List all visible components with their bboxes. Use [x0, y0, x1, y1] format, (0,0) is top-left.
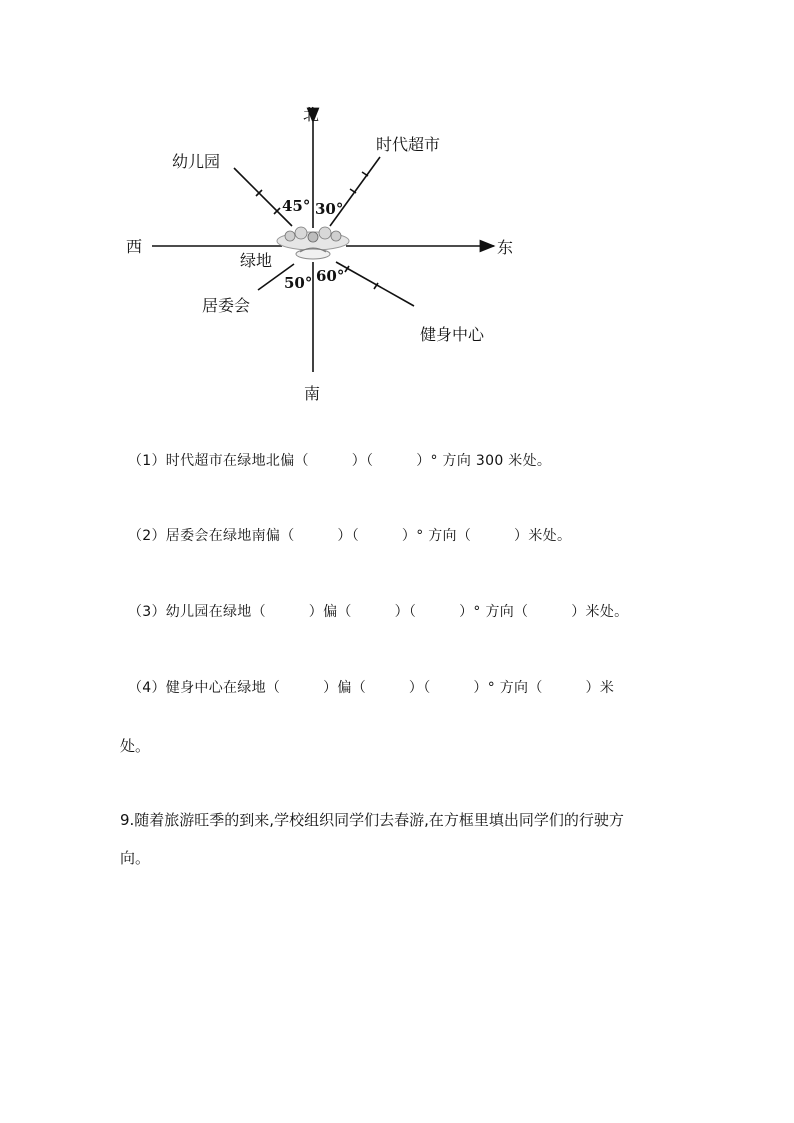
ray-fitness — [336, 262, 414, 306]
question-1: （1）时代超市在绿地北偏（ ）（ ）° 方向 300 米处。 — [128, 453, 552, 469]
west-label: 西 — [126, 237, 143, 256]
compass-diagram — [0, 0, 794, 420]
question-4-continued: 处。 — [120, 737, 151, 755]
kindergarten-label: 幼儿园 — [172, 152, 221, 171]
question-3: （3）幼儿园在绿地（ ）偏（ ）（ ）° 方向（ ）米处。 — [128, 604, 629, 620]
center-label: 绿地 — [240, 251, 273, 270]
south-label: 南 — [304, 384, 321, 403]
problem-9-line-2: 向。 — [120, 849, 151, 867]
north-label: 北 — [303, 105, 320, 124]
problem-9-line-1: 9.随着旅游旺季的到来,学校组织同学们去春游,在方框里填出同学们的行驶方 — [120, 811, 624, 829]
angle-kindergarten: 45° — [282, 197, 311, 215]
angle-committee: 50° — [284, 274, 313, 292]
flower-bed-icon — [277, 227, 349, 259]
angle-supermarket: 30° — [315, 200, 344, 218]
east-label: 东 — [497, 238, 514, 257]
supermarket-label: 时代超市 — [376, 135, 441, 154]
question-4: （4）健身中心在绿地（ ）偏（ ）（ ）° 方向（ ）米 — [128, 680, 615, 696]
question-2: （2）居委会在绿地南偏（ ）（ ）° 方向（ ）米处。 — [128, 528, 572, 544]
committee-label: 居委会 — [202, 296, 251, 315]
angle-fitness: 60° — [316, 267, 345, 285]
fitness-label: 健身中心 — [420, 325, 485, 344]
